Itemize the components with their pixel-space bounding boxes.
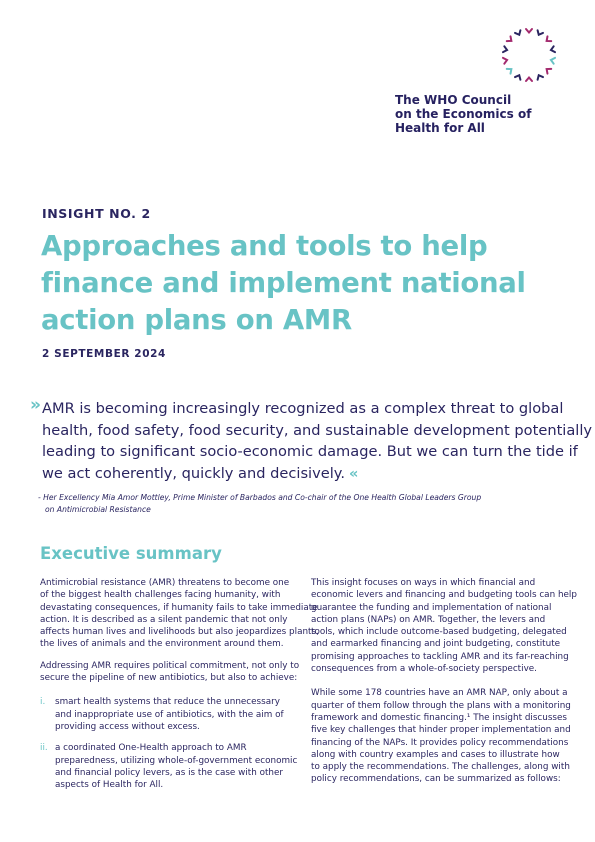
text-line: the lives of animals and the environment around them. [40,639,284,650]
logo-chevron [515,74,522,80]
text-line: promising approaches to tackling AMR and its far-reaching [311,651,569,662]
list-item [40,742,298,791]
logo-chevron [526,78,532,82]
text-line: and inappropriate use of antibiotics, with the aim of [55,709,284,720]
text-line: a coordinated One-Health approach to AMR [55,743,247,754]
text-line: While some 178 countries have an AMR NAP, only about a [311,688,568,699]
pull-quote [42,398,593,484]
logo-chevron [507,67,513,74]
quote-open-mark: » [30,395,41,415]
quote-line-last [42,463,572,485]
logo-chevron [503,46,508,53]
summary-right-column [311,577,577,795]
logo-ring [503,29,555,81]
text-line: secure the pipeline of new antibiotics, but also to achieve: [40,673,298,684]
quote-line: we act coherently, quickly and decisively. [42,464,345,482]
text-line: to apply the recommendations. The challenges, along with [311,762,570,773]
text-line: This insight focuses on ways in which financial and [311,578,536,588]
org-name-line: The WHO Council [395,93,512,107]
summary-paragraph [40,660,298,685]
text-line: devastating consequences, if humanity fails to take immediate [40,602,318,613]
text-line: and financial policy levers, as is the case with other [55,767,284,778]
logo-chevron [503,57,508,64]
text-line: quarter of them follow through the plans with a monitoring [311,700,571,711]
logo-chevron [507,36,513,43]
text-line: economic levers and financing and budgeting tools can help [311,590,577,601]
quote-attribution [38,492,568,516]
text-line: and earmarked financing and joint budgeting, constitute [311,639,561,650]
quote-line: leading to significant socio-economic damage. But we can turn the tide if [42,443,578,460]
text-line: preparedness, utilizing whole-of-government economic [55,755,298,766]
text-line: consequences from a whole-of-society perspective. [311,664,537,675]
text-line: action plans (NAPs) on AMR. Together, the levers and [311,614,546,625]
publication-date: 2 SEPTEMBER 2024 [42,348,166,360]
text-line: of the biggest health challenges facing humanity, with [40,590,281,601]
logo-chevron [515,30,522,36]
attribution-line: on Antimicrobial Resistance [45,505,151,514]
quote-line: AMR is becoming increasingly recognized as a complex threat to global [42,400,564,417]
text-line: smart health systems that reduce the unnecessary [55,697,280,708]
org-name-line: on the Economics of [395,107,532,121]
attribution-line: - Her Excellency Mia Amor Mottley, Prime Minister of Barbados and Co-chair of the One Health Global Leaders Group [38,493,482,502]
insight-label: INSIGHT NO. 2 [42,206,151,221]
text-line: Antimicrobial resistance (AMR) threatens to become one [40,578,290,588]
text-line: along with country examples and cases to illustrate how [311,749,560,760]
text-line: providing access without excess. [55,721,200,732]
title-line: Approaches and tools to help [41,230,488,262]
logo-chevron [536,30,543,36]
logo-chevron [550,46,555,53]
summary-paragraph [40,577,319,651]
list-marker: ii. [40,743,48,754]
text-line: tools, which include outcome-based budgeting, delegated [311,627,567,638]
text-line: financing of the NAPs. It provides policy recommendations [311,737,569,748]
text-line: framework and domestic financing.¹ The insight discusses [311,712,568,723]
logo-chevron [536,74,543,80]
logo-chevron [545,36,551,43]
organization-name [395,93,590,135]
summary-left-column [40,577,319,800]
org-name-line: Health for All [395,121,485,135]
title-line: action plans on AMR [41,304,352,336]
who-council-logo-icon [494,24,564,86]
logo-chevron [550,57,555,64]
text-line: action. It is described as a silent pandemic that not only [40,614,288,625]
title-line: finance and implement national [41,267,526,299]
logo-chevron [526,29,532,33]
text-line: affects human lives and livelihoods but also jeopardizes plants, [40,627,319,638]
logo-chevron [545,67,551,74]
text-line: Addressing AMR requires political commitment, not only to [40,660,300,671]
section-heading: Executive summary [40,544,222,563]
quote-close-mark: « [348,464,359,482]
summary-paragraph [311,577,577,675]
text-line: guarantee the funding and implementation of national [311,602,552,613]
text-line: aspects of Health for All. [55,780,164,791]
quote-line: health, food safety, food security, and sustainable development potentially [42,421,593,439]
text-line: policy recommendations, can be summarized as follows: [311,774,561,785]
page-title [41,228,561,339]
list-item [40,696,298,733]
list-marker: i. [40,697,46,708]
text-line: five key challenges that hinder proper implementation and [311,725,571,736]
summary-paragraph [311,687,573,785]
